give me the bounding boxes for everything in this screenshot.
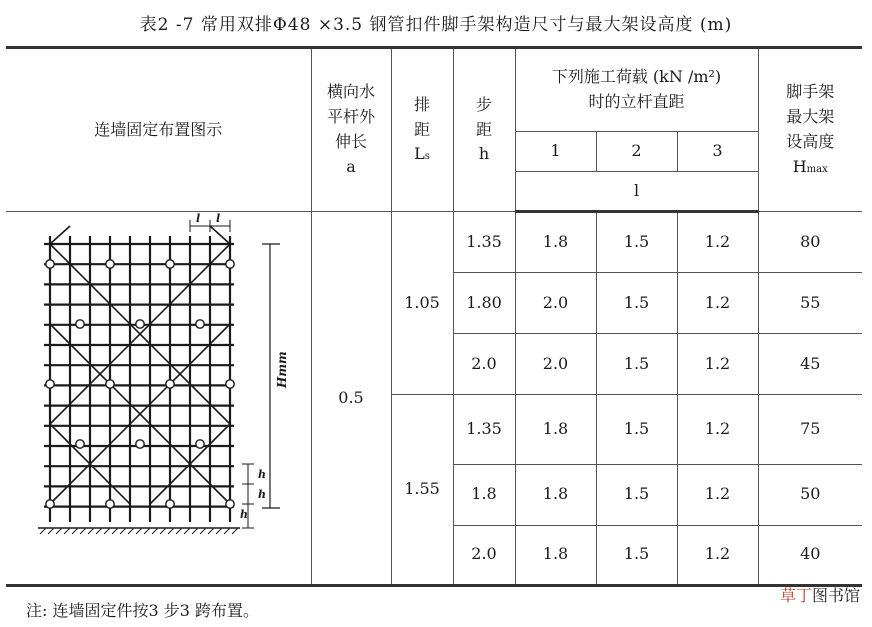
header-load: 下列施工荷载 (kN /m²) 时的立杆直距 — [515, 48, 758, 132]
cell-l3: 1.2 — [677, 334, 758, 395]
wall-tie-marker — [166, 500, 174, 508]
header-layout: 连墙固定布置图示 — [6, 48, 311, 212]
table-note: 注: 连墙固定件按3 步3 跨布置。 — [26, 601, 260, 620]
load-value-1: 1 — [515, 132, 596, 172]
ground-hatch — [160, 528, 166, 534]
wall-tie-marker — [226, 500, 234, 508]
table-title: 表2 -7 常用双排Φ48 ×3.5 钢管扣件脚手架构造尺寸与最大架设高度 (m) — [139, 15, 733, 35]
cell-l2: 1.5 — [596, 525, 677, 585]
ground-hatch — [120, 528, 126, 534]
cell-l2: 1.5 — [596, 212, 677, 273]
wall-tie-marker — [136, 320, 144, 328]
wall-tie-marker — [106, 380, 114, 388]
ground-hatch — [40, 528, 46, 534]
span-label: l — [196, 212, 201, 225]
cell-ls-2: 1.55 — [391, 395, 453, 586]
cell-hmax: 80 — [758, 212, 862, 273]
cell-l3: 1.2 — [677, 525, 758, 585]
step-label: h — [240, 508, 249, 521]
cell-l3: 1.2 — [677, 273, 758, 334]
wall-tie-marker — [46, 500, 54, 508]
ground-hatch — [80, 528, 86, 534]
ground-hatch — [64, 528, 70, 534]
load-unit: l — [515, 172, 758, 212]
cell-hmax: 50 — [758, 464, 862, 525]
cell-h: 2.0 — [453, 525, 515, 585]
ground-hatch — [184, 528, 190, 534]
step-label: h — [258, 468, 267, 481]
wall-tie-marker — [166, 380, 174, 388]
ground-hatch — [232, 528, 238, 534]
step-label: h — [258, 488, 267, 501]
cell-l1: 1.8 — [515, 395, 596, 465]
header-max-height: 脚手架 最大架 设高度 Hmax — [758, 48, 862, 212]
cell-h: 1.80 — [453, 273, 515, 334]
tie-layout-diagram — [6, 212, 311, 586]
scaffold-diagram — [8, 212, 308, 576]
ground-hatch — [224, 528, 230, 534]
ground-hatch — [72, 528, 78, 534]
wall-tie-marker — [226, 380, 234, 388]
ground-hatch — [208, 528, 214, 534]
span-label: l — [216, 212, 221, 225]
header-step: 步 距 h — [453, 48, 515, 212]
cell-l1: 1.8 — [515, 464, 596, 525]
cell-l2: 1.5 — [596, 273, 677, 334]
cell-l3: 1.2 — [677, 212, 758, 273]
cell-l1: 1.8 — [515, 212, 596, 273]
ground-hatch — [200, 528, 206, 534]
wall-tie-marker — [226, 260, 234, 268]
ground-hatch — [192, 528, 198, 534]
cell-l1: 2.0 — [515, 273, 596, 334]
cell-l3: 1.2 — [677, 464, 758, 525]
wall-tie-marker — [106, 500, 114, 508]
cell-h: 1.35 — [453, 395, 515, 465]
height-label: Hmm — [275, 351, 290, 388]
cell-l2: 1.5 — [596, 395, 677, 465]
ground-hatch — [112, 528, 118, 534]
cross-brace — [50, 226, 70, 244]
wall-tie-marker — [136, 440, 144, 448]
ground-hatch — [144, 528, 150, 534]
cell-l3: 1.2 — [677, 395, 758, 465]
wall-tie-marker — [196, 320, 204, 328]
wall-tie-marker — [46, 380, 54, 388]
wall-tie-marker — [196, 440, 204, 448]
ground-hatch — [136, 528, 142, 534]
ground-hatch — [216, 528, 222, 534]
ground-hatch — [104, 528, 110, 534]
cross-brace — [210, 226, 230, 244]
ground-hatch — [48, 528, 54, 534]
ground-hatch — [152, 528, 158, 534]
wall-tie-marker — [106, 260, 114, 268]
cell-h: 1.35 — [453, 212, 515, 273]
header-overhang: 横向水 平杆外 伸长 a — [311, 48, 391, 212]
cell-l1: 1.8 — [515, 525, 596, 585]
cell-l1: 2.0 — [515, 334, 596, 395]
wall-tie-marker — [46, 260, 54, 268]
ground-hatch — [128, 528, 134, 534]
watermark: 草丁图书馆 — [779, 586, 860, 605]
ground-hatch — [168, 528, 174, 534]
wall-tie-marker — [76, 320, 84, 328]
ground-hatch — [88, 528, 94, 534]
cell-l2: 1.5 — [596, 464, 677, 525]
load-value-2: 2 — [596, 132, 677, 172]
cell-h: 2.0 — [453, 334, 515, 395]
wall-tie-marker — [166, 260, 174, 268]
spec-table — [6, 46, 862, 587]
ground-hatch — [96, 528, 102, 534]
cell-overhang-a: 0.5 — [311, 212, 391, 586]
ground-hatch — [176, 528, 182, 534]
cell-h: 1.8 — [453, 464, 515, 525]
cell-ls-1: 1.05 — [391, 212, 453, 395]
cell-l2: 1.5 — [596, 334, 677, 395]
wall-tie-marker — [76, 440, 84, 448]
cell-hmax: 45 — [758, 334, 862, 395]
ground-hatch — [56, 528, 62, 534]
cell-hmax: 40 — [758, 525, 862, 585]
cell-hmax: 75 — [758, 395, 862, 465]
header-row-spacing: 排 距 Ls — [391, 48, 453, 212]
cell-hmax: 55 — [758, 273, 862, 334]
load-value-3: 3 — [677, 132, 758, 172]
